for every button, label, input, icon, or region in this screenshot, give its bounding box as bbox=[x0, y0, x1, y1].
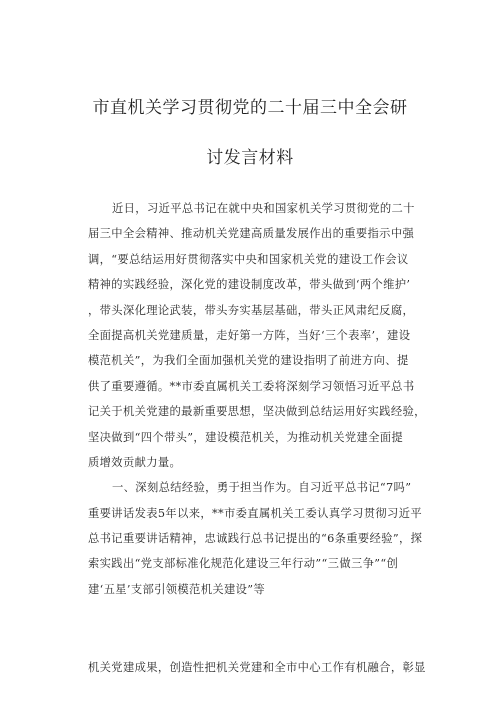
paragraph-1-line: 精神的实践经验，深化党的建设制度改革，带头做到‘两个维护’ bbox=[88, 278, 411, 292]
paragraph-1-line: 调，“要总结运用好贯彻落实中央和国家机关党的建设工作会议 bbox=[88, 252, 409, 266]
document-title-line-2: 讨发言材料 bbox=[206, 148, 294, 168]
paragraph-1-line: 全面提高机关党建质量，走好第一方阵，当好‘三个表率’，建设 bbox=[88, 328, 411, 342]
paragraph-2-line: 重要讲话发表5年以来，**市委直属机关工委认真学习贯彻习近平 bbox=[88, 506, 423, 520]
paragraph-3-line: 机关党建成果，创造性把机关党建和全市中心工作有机融合，彰显 bbox=[88, 661, 426, 674]
paragraph-1-line: 近日，习近平总书记在就中央和国家机关学习贯彻党的二十 bbox=[112, 202, 415, 215]
paragraph-1-line: 质增效贡献力量。 bbox=[88, 455, 182, 469]
paragraph-1-line: 模范机关”，为我们全面加强机关党的建设指明了前进方向、提 bbox=[88, 354, 409, 368]
paragraph-2-line: 总书记重要讲话精神，忠诚践行总书记提出的“6条重要经验”，探 bbox=[88, 532, 423, 546]
document-body bbox=[88, 196, 433, 602]
paragraph-1-line: 坚决做到“四个带头”，建设模范机关，为推动机关党建全面提 bbox=[88, 430, 404, 444]
paragraph-1-line: 届三中全会精神、推动机关党建高质量发展作出的重要指示中强 bbox=[88, 227, 415, 241]
paragraph-2-line: 建‘五星’支部引领模范机关建设”等 bbox=[88, 582, 266, 596]
paragraph-2-line: 一、深刻总结经验，勇于担当作为。自习近平总书记“7吗” bbox=[112, 481, 412, 495]
document-title-line-1: 市直机关学习贯彻党的二十届三中全会研 bbox=[92, 98, 408, 118]
paragraph-2-line: 索实践出“党支部标准化规范化建设三年行动”“三做三争”“创 bbox=[88, 557, 399, 571]
paragraph-1-line: 供了重要遵循。**市委直属机关工委将深刻学习领悟习近平总书 bbox=[88, 379, 415, 393]
paragraph-1-line: 记关于机关党建的最新重要思想，坚决做到总结运用好实践经验， bbox=[88, 405, 426, 419]
paragraph-1-line: ，带头深化理论武装，带头夯实基层基础，带头正风肃纪反腐， bbox=[88, 303, 415, 317]
